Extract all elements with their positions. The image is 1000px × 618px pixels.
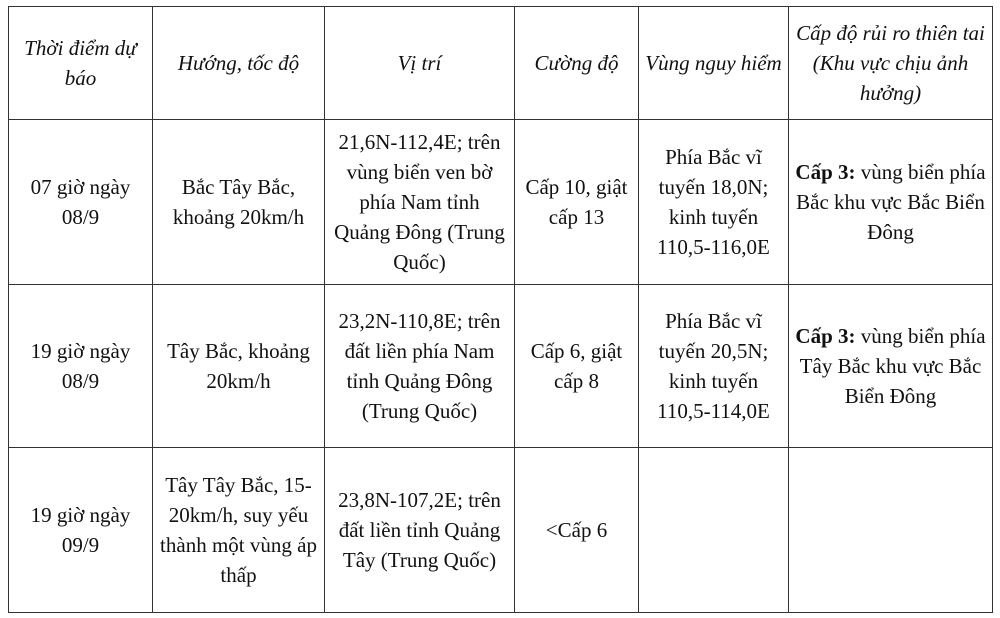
cell-intensity: <Cấp 6: [515, 448, 639, 613]
table-row: [9, 285, 993, 448]
risk-level-label: Cấp 3:: [795, 324, 856, 348]
cell-position: 23,2N-110,8E; trên đất liền phía Nam tỉnh Quảng Đông (Trung Quốc): [325, 285, 515, 448]
cell-direction: Tây Bắc, khoảng 20km/h: [153, 285, 325, 448]
cell-position: 23,8N-107,2E; trên đất liền tỉnh Quảng Tây (Trung Quốc): [325, 448, 515, 613]
cell-risk: [789, 285, 993, 448]
cell-risk: [789, 120, 993, 285]
cell-direction: Bắc Tây Bắc, khoảng 20km/h: [153, 120, 325, 285]
cell-intensity: Cấp 10, giật cấp 13: [515, 120, 639, 285]
risk-area-text: vùng biển phía Bắc khu vực Bắc Biển Đông: [796, 160, 986, 244]
cell-danger-zone: Phía Bắc vĩ tuyến 20,5N; kinh tuyến 110,5-114,0E: [639, 285, 789, 448]
header-intensity: Cường độ: [515, 7, 639, 120]
cell-time: 07 giờ ngày 08/9: [9, 120, 153, 285]
cell-direction: Tây Tây Bắc, 15-20km/h, suy yếu thành một vùng áp thấp: [153, 448, 325, 613]
header-direction-speed: Hướng, tốc độ: [153, 7, 325, 120]
table-header-row: [9, 7, 993, 120]
header-forecast-time: Thời điểm dự báo: [9, 7, 153, 120]
cell-time: 19 giờ ngày 08/9: [9, 285, 153, 448]
cell-position: 21,6N-112,4E; trên vùng biển ven bờ phía Nam tỉnh Quảng Đông (Trung Quốc): [325, 120, 515, 285]
cell-intensity: Cấp 6, giật cấp 8: [515, 285, 639, 448]
cell-danger-zone: Phía Bắc vĩ tuyến 18,0N; kinh tuyến 110,5-116,0E: [639, 120, 789, 285]
header-danger-zone: Vùng nguy hiểm: [639, 7, 789, 120]
table-row: [9, 448, 993, 613]
risk-area-text: vùng biển phía Tây Bắc khu vực Bắc Biển Đông: [799, 324, 986, 408]
cell-danger-zone: [639, 448, 789, 613]
cell-risk: [789, 448, 993, 613]
risk-level-label: Cấp 3:: [795, 160, 856, 184]
header-risk-level: Cấp độ rủi ro thiên tai (Khu vực chịu ảnh hưởng): [789, 7, 993, 120]
table-row: [9, 120, 993, 285]
header-position: Vị trí: [325, 7, 515, 120]
forecast-table: [8, 6, 993, 613]
cell-time: 19 giờ ngày 09/9: [9, 448, 153, 613]
